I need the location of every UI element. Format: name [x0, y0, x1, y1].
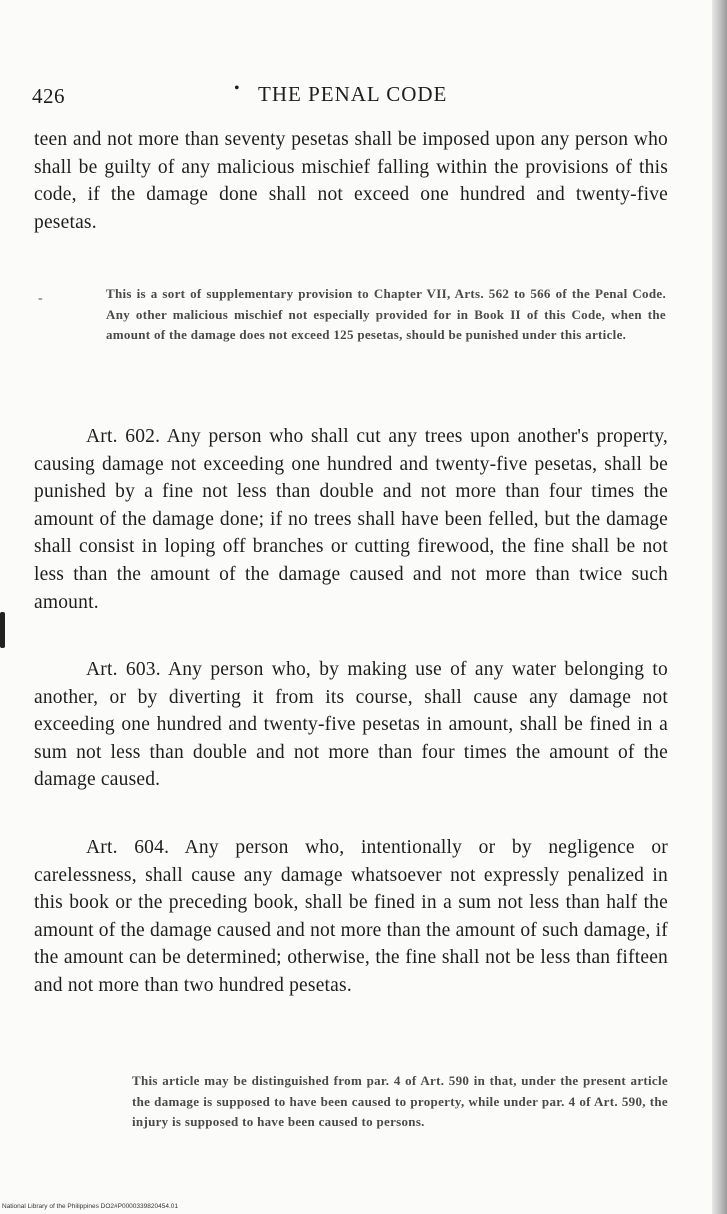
article-602: Art. 602. Any person who shall cut any trees upon another's property, causing damage not exceeding one hundred and twenty-five pesetas, shall be punished by a fine not less than double and not more than four times the amount of the damage done; if no trees shall have been felled, but the damage shall consist in loping off branches or cutting firewood, the fine shall be not less than the amount of the damage caused and not more than twice such amount. — [34, 426, 668, 613]
article-603: Art. 603. Any person who, by making use of any water belonging to another, or by diverting it from its course, shall cause any damage not exceeding one hundred and twenty-five pesetas in amount, shall be fined in a sum not less than double and not more than four times the amount of the damage caused. — [34, 659, 668, 791]
scan-credit: National Library of the Philippines DO2#P0000339820454.01 — [2, 1203, 178, 1210]
page-header — [30, 82, 670, 112]
page-number: 426 — [32, 84, 65, 108]
commentary-note: This is a sort of supplementary provision to Chapter VII, Arts. 562 to 566 of the Penal Code. Any other malicious mischief not especially provided for in Book II of this Code, when the amount of the damage does not exceed 125 pesetas, should be punished under this article. — [106, 286, 666, 342]
header-bullet: • — [234, 80, 241, 97]
commentary-note: This article may be distinguished from par. 4 of Art. 590 in that, under the present article the damage is supposed to have been caused to property, while under par. 4 of Art. 590, the injury is supposed to have been caused to persons. — [132, 1073, 668, 1129]
running-title: THE PENAL CODE — [258, 82, 448, 106]
ink-blemish — [0, 612, 5, 648]
page-edge-shadow — [712, 0, 727, 1214]
article-604: Art. 604. Any person who, intentionally or by negligence or carelessness, shall cause any damage whatsoever not expressly penalized in this book or the preceding book, shall be fined in a sum not less than half the amount of the damage caused and not more than the amount of such damage, if the amount can be determined; otherwise, the fine shall not be less than fifteen and not more than two hundred pesetas. — [34, 837, 668, 996]
margin-mark: - — [38, 291, 43, 306]
continuation-paragraph: teen and not more than seventy pesetas shall be imposed upon any person who shall be guilty of any malicious mischief falling within the provisions of this code, if the damage done shall not exceed one hundred and twenty-five pesetas. — [34, 129, 668, 233]
